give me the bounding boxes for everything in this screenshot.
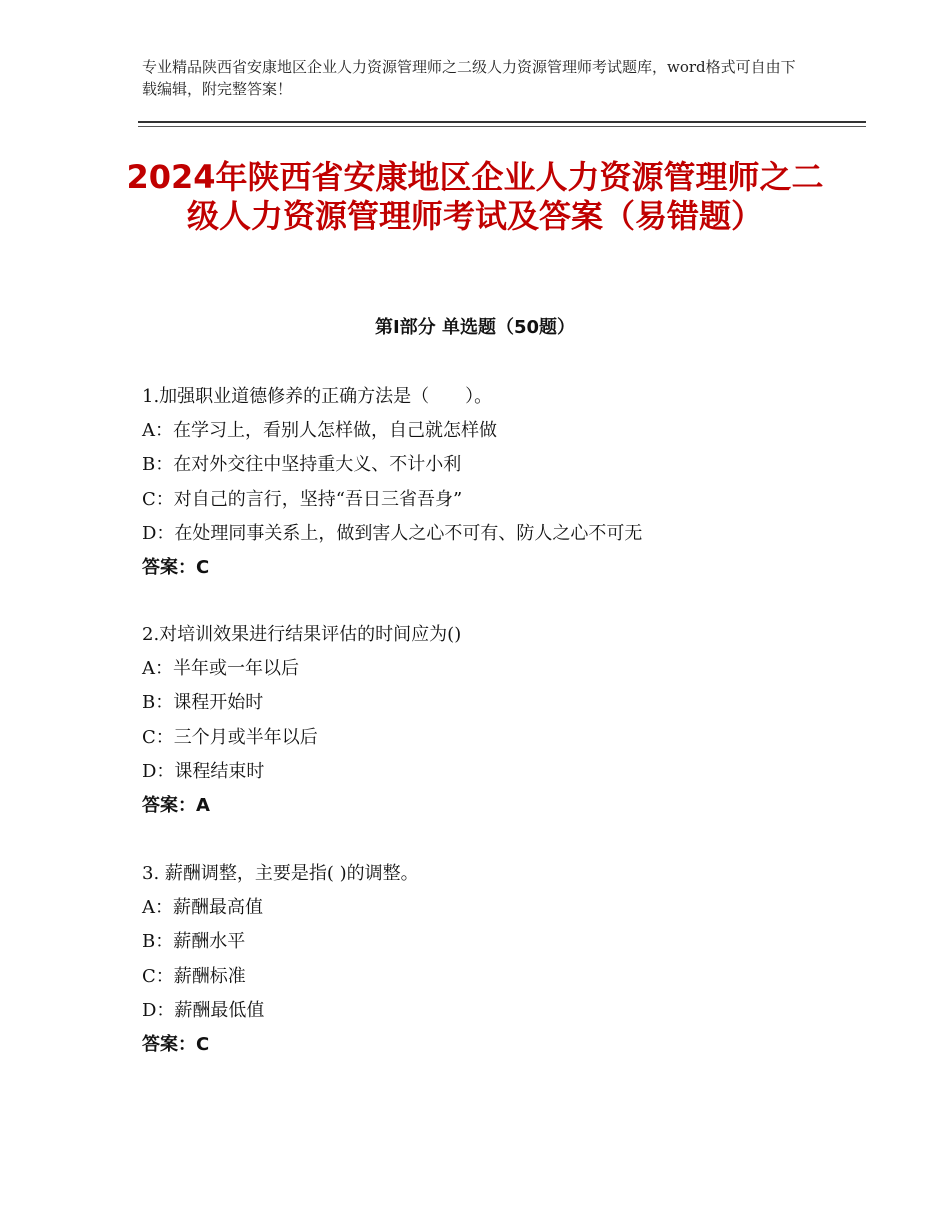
option-c: C：薪酬标准: [142, 965, 246, 987]
answer: 答案：C: [142, 556, 210, 578]
question-2: [142, 618, 862, 823]
option-a: A：薪酬最高值: [142, 897, 263, 919]
option-a: A：在学习上，看别人怎样做，自己就怎样做: [142, 420, 497, 442]
option-d: D：薪酬最低值: [142, 999, 265, 1021]
document-title: 2024年陕西省安康地区企业人力资源管理师之二级人力资源管理师考试及答案（易错题）: [126, 158, 824, 235]
header-divider: [138, 121, 866, 123]
question-1: [142, 380, 862, 585]
answer: 答案：A: [142, 794, 210, 816]
option-b: B：课程开始时: [142, 692, 264, 714]
section-heading: 第Ⅰ部分 单选题（50题）: [374, 317, 575, 338]
question-3: [142, 857, 862, 1062]
option-b: B：在对外交往中坚持重大义、不计小利: [142, 454, 462, 476]
option-b: B：薪酬水平: [142, 931, 246, 953]
option-d: D：课程结束时: [142, 760, 265, 782]
header-note: 专业精品陕西省安康地区企业人力资源管理师之二级人力资源管理师考试题库，word格式可自由下载编辑，附完整答案！: [142, 58, 796, 98]
header-divider-thin: [138, 126, 866, 127]
option-c: C：三个月或半年以后: [142, 726, 318, 748]
option-d: D：在处理同事关系上，做到害人之心不可有、防人之心不可无: [142, 522, 643, 544]
question-stem: 3. 薪酬调整，主要是指( )的调整。: [142, 863, 419, 884]
answer: 答案：C: [142, 1033, 210, 1055]
option-a: A：半年或一年以后: [142, 658, 299, 680]
question-stem: 2.对培训效果进行结果评估的时间应为(): [142, 624, 462, 645]
option-c: C：对自己的言行，坚持“吾日三省吾身”: [142, 488, 463, 510]
question-stem: 1.加强职业道德修养的正确方法是（ ）。: [142, 386, 493, 407]
